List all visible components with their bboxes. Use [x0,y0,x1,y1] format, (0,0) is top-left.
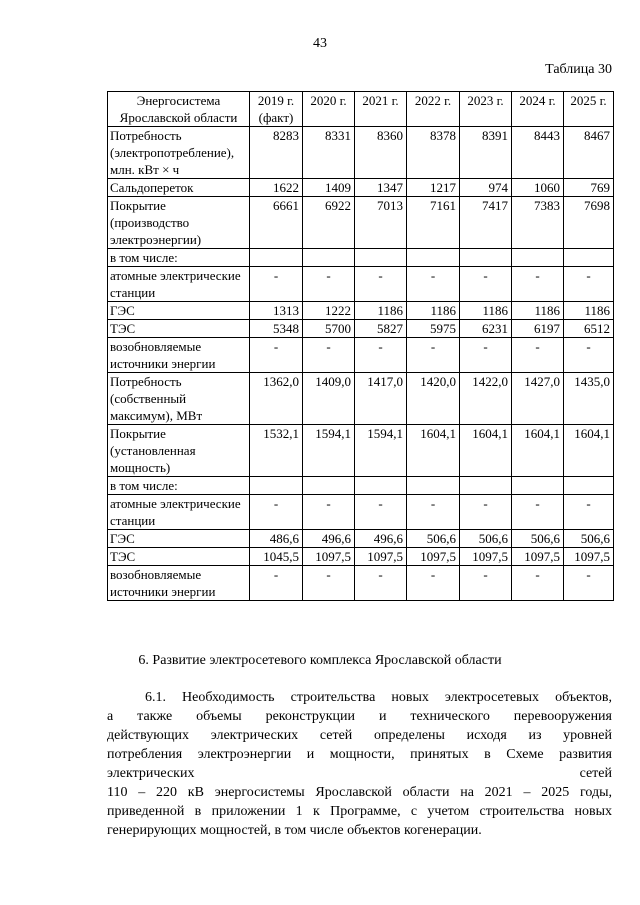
table-cell: - [303,338,355,373]
row-label: в том числе: [108,477,250,495]
table-row [108,425,614,477]
table-cell: 1409,0 [303,373,355,425]
table-cell: - [303,267,355,302]
row-label: Потребность (собственный максимум), МВт [108,373,250,425]
table-cell: 1186 [460,302,512,320]
table-cell: - [250,267,303,302]
table-cell [512,249,564,267]
header-year: 2023 г. [460,92,512,127]
table-cell: 7383 [512,197,564,249]
header-energy-system-line1: Энергосистема [136,93,221,108]
table-row [108,127,614,179]
table-row [108,338,614,373]
table-cell: 6512 [564,320,614,338]
table-cell: 7161 [407,197,460,249]
table-row [108,179,614,197]
table-cell: 1435,0 [564,373,614,425]
table-cell: 1097,5 [564,548,614,566]
table-caption: Таблица 30 [545,62,612,77]
row-label: ТЭС [108,320,250,338]
row-label: Покрытие (установленная мощность) [108,425,250,477]
table-cell: 1060 [512,179,564,197]
table-cell: 8360 [355,127,407,179]
paragraph-line: действующих электрических сетей определены исходя из уровней [107,728,612,743]
table-cell: 1604,1 [407,425,460,477]
table-cell [460,477,512,495]
table-cell: - [512,267,564,302]
header-year: 2019 г. (факт) [250,92,303,127]
table-cell: 1622 [250,179,303,197]
table-cell: 1409 [303,179,355,197]
header-year: 2020 г. [303,92,355,127]
table-cell: 769 [564,179,614,197]
row-label: атомные электрические станции [108,267,250,302]
table-cell: 1097,5 [355,548,407,566]
table-cell: 7013 [355,197,407,249]
table-cell: 1594,1 [303,425,355,477]
header-energy-system [108,92,250,127]
table-cell: - [407,267,460,302]
row-label: Потребность (электропотребление), млн. кВт × ч [108,127,250,179]
table-cell: - [355,338,407,373]
table-cell: 1347 [355,179,407,197]
table-cell: 8391 [460,127,512,179]
table-row [108,197,614,249]
table-cell: 1604,1 [460,425,512,477]
table-cell: 486,6 [250,530,303,548]
header-year: 2024 г. [512,92,564,127]
table-cell: 1594,1 [355,425,407,477]
row-label: ГЭС [108,530,250,548]
header-year: 2021 г. [355,92,407,127]
section-heading: 6. Развитие электросетевого комплекса Ярославской области [138,653,502,668]
table-cell [250,477,303,495]
table-row [108,267,614,302]
table-cell: 1186 [355,302,407,320]
table-cell: 5827 [355,320,407,338]
table-cell: 1362,0 [250,373,303,425]
table-cell [407,249,460,267]
table-cell: 1186 [564,302,614,320]
table-cell: 1217 [407,179,460,197]
table-cell: 1097,5 [460,548,512,566]
table-row [108,373,614,425]
table-cell: - [407,566,460,601]
table-cell: 5700 [303,320,355,338]
table-row [108,320,614,338]
table-cell: - [303,495,355,530]
header-year: 2022 г. [407,92,460,127]
table-cell [355,477,407,495]
table-row [108,249,614,267]
table-cell: 1097,5 [303,548,355,566]
table-cell [250,249,303,267]
page-number: 43 [313,36,327,51]
table-cell [564,249,614,267]
table-cell [355,249,407,267]
table-cell: 6922 [303,197,355,249]
table-cell: - [460,495,512,530]
table-cell: - [564,566,614,601]
table-cell: 8378 [407,127,460,179]
table-cell: 496,6 [355,530,407,548]
table-cell: 1313 [250,302,303,320]
table-row [108,495,614,530]
table-cell: - [250,495,303,530]
table-cell: - [564,338,614,373]
paragraph-line: электрических сетей [107,766,612,781]
row-label: атомные электрические станции [108,495,250,530]
table-cell: - [512,566,564,601]
table-cell: 5348 [250,320,303,338]
table-cell: 8283 [250,127,303,179]
paragraph-line: приведенной в приложении 1 к Программе, с учетом строительства новых [107,804,612,819]
table-row [108,530,614,548]
table-cell: - [460,566,512,601]
table-cell: - [250,338,303,373]
table-cell: 1186 [512,302,564,320]
table-cell [460,249,512,267]
table-cell: 506,6 [564,530,614,548]
table-cell [303,249,355,267]
table-cell: 7417 [460,197,512,249]
table-row [108,302,614,320]
table-cell: 1532,1 [250,425,303,477]
row-label: возобновляемые источники энергии [108,338,250,373]
table-cell: 6197 [512,320,564,338]
table-cell: - [460,267,512,302]
table-cell: 6231 [460,320,512,338]
table-cell: - [355,495,407,530]
table-cell: - [460,338,512,373]
table-cell: 1604,1 [564,425,614,477]
table-cell: 1427,0 [512,373,564,425]
paragraph-line: 110 – 220 кВ энергосистемы Ярославской области на 2021 – 2025 годы, [107,785,612,800]
table-cell: - [564,495,614,530]
paragraph-line: генерирующих мощностей, в том числе объектов когенерации. [107,823,482,838]
table-cell: 1186 [407,302,460,320]
table-cell: 974 [460,179,512,197]
row-label: ТЭС [108,548,250,566]
table-cell: 8443 [512,127,564,179]
table-cell [564,477,614,495]
table-cell: 8331 [303,127,355,179]
table-cell [512,477,564,495]
table-cell: - [303,566,355,601]
row-label: Сальдопереток [108,179,250,197]
table-cell: 7698 [564,197,614,249]
table-cell [303,477,355,495]
table-cell: 6661 [250,197,303,249]
paragraph-line: а также объемы реконструкции и технического перевооружения [107,709,612,724]
table-cell: - [512,338,564,373]
row-label: возобновляемые источники энергии [108,566,250,601]
table-cell: 1422,0 [460,373,512,425]
table-cell: - [250,566,303,601]
table-row [108,566,614,601]
table-cell: 506,6 [512,530,564,548]
row-label: Покрытие (производство электроэнергии) [108,197,250,249]
table-cell: - [355,267,407,302]
table-cell: 1097,5 [407,548,460,566]
table-cell: 1222 [303,302,355,320]
table-cell: 1097,5 [512,548,564,566]
table-cell: 1420,0 [407,373,460,425]
table-cell: 5975 [407,320,460,338]
table-cell: 1417,0 [355,373,407,425]
table-cell: 506,6 [460,530,512,548]
row-label: ГЭС [108,302,250,320]
table-row [108,477,614,495]
table-row [108,548,614,566]
table-header-row [108,92,614,127]
table-cell: 496,6 [303,530,355,548]
body-paragraph [107,688,612,840]
table-cell: 1045,5 [250,548,303,566]
table-cell [407,477,460,495]
table-cell: - [512,495,564,530]
table-cell: 506,6 [407,530,460,548]
table-cell: - [407,338,460,373]
header-energy-system-line2: Ярославской области [119,110,238,125]
row-label: в том числе: [108,249,250,267]
paragraph-line: 6.1. Необходимость строительства новых электросетевых объектов, [145,690,612,705]
paragraph-line: потребления электроэнергии и мощности, принятых в Схеме развития [107,747,612,762]
table-cell: - [564,267,614,302]
table-cell: 8467 [564,127,614,179]
energy-balance-table [107,91,614,601]
table-cell: - [407,495,460,530]
table-cell: - [355,566,407,601]
header-year: 2025 г. [564,92,614,127]
table-cell: 1604,1 [512,425,564,477]
